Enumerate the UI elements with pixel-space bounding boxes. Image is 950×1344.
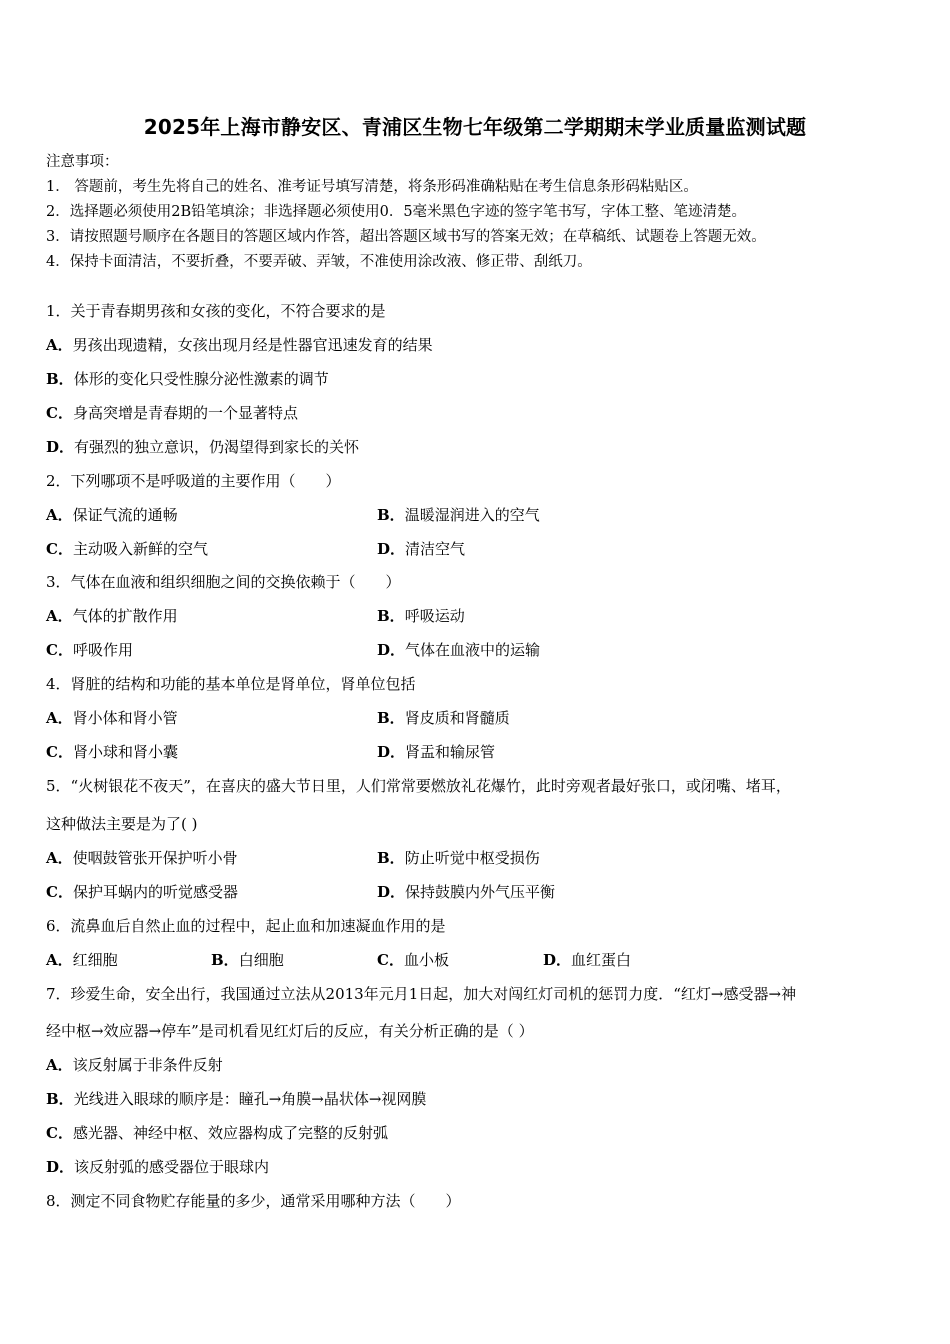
option-label: A． — [46, 336, 73, 354]
option-label: C． — [46, 404, 73, 422]
question-3-option-b — [377, 606, 465, 626]
question-5-option-d — [377, 882, 555, 902]
option-text: 白细胞 — [238, 951, 284, 969]
option-text: 血小板 — [403, 951, 449, 969]
option-label: C． — [46, 883, 73, 901]
question-4-option-b — [377, 708, 510, 728]
option-text: 使咽鼓管张开保护听小骨 — [72, 849, 238, 867]
option-label: B． — [377, 709, 405, 727]
option-label: C． — [377, 951, 404, 969]
question-7-option-d — [46, 1157, 269, 1177]
option-text: 主动吸入新鲜的空气 — [72, 540, 208, 558]
question-1-option-b — [46, 369, 329, 389]
option-label: A． — [46, 607, 73, 625]
question-1-option-d — [46, 437, 359, 457]
question-3-stem: 3．气体在血液和组织细胞之间的交换依赖于（ ） — [46, 573, 401, 591]
question-2-stem: 2．下列哪项不是呼吸道的主要作用（ ） — [46, 472, 341, 490]
page-title: 2025年上海市静安区、青浦区生物七年级第二学期期末学业质量监测试题 — [143, 115, 807, 139]
question-1-stem: 1．关于青春期男孩和女孩的变化，不符合要求的是 — [46, 302, 386, 320]
question-3-option-d — [377, 640, 540, 660]
option-text: 该反射属于非条件反射 — [72, 1056, 223, 1074]
notice-item-2: 2．选择题必须使用2B铅笔填涂；非选择题必须使用0．5毫米黑色字迹的签字笔书写，字体工整、笔迹清楚。 — [46, 204, 747, 220]
option-label: D． — [543, 951, 572, 969]
option-text: 有强烈的独立意识，仍渴望得到家长的关怀 — [74, 438, 360, 456]
option-label: C． — [46, 1124, 73, 1142]
option-text: 防止听觉中枢受损伤 — [404, 849, 540, 867]
option-text: 男孩出现遗精，女孩出现月经是性器官迅速发育的结果 — [72, 336, 433, 354]
option-label: D． — [46, 438, 75, 456]
option-label: D． — [377, 743, 406, 761]
option-label: D． — [377, 641, 406, 659]
question-4-option-d — [377, 742, 495, 762]
option-text: 清洁空气 — [405, 540, 466, 558]
question-6-option-a — [46, 950, 118, 970]
question-4-option-a — [46, 708, 178, 728]
option-text: 保证气流的通畅 — [72, 506, 178, 524]
option-label: A． — [46, 1056, 73, 1074]
question-7-option-c — [46, 1123, 388, 1143]
notice-item-1: 1． 答题前，考生先将自己的姓名、准考证号填写清楚，将条形码准确粘贴在考生信息条形码粘贴区。 — [46, 179, 698, 195]
question-6-option-c — [377, 950, 449, 970]
question-6-option-b — [211, 950, 284, 970]
question-6-option-d — [543, 950, 631, 970]
question-2-option-b — [377, 505, 540, 525]
question-5-option-a — [46, 848, 238, 868]
option-text: 肾小球和肾小囊 — [72, 743, 178, 761]
question-7-stem-line-2: 经中枢→效应器→停车”是司机看见红灯后的反应，有关分析正确的是（ ） — [46, 1022, 534, 1040]
option-label: C． — [46, 641, 73, 659]
option-text: 光线进入眼球的顺序是：瞳孔→角膜→晶状体→视网膜 — [73, 1090, 427, 1108]
option-text: 肾盂和输尿管 — [405, 743, 496, 761]
question-3-option-a — [46, 606, 178, 626]
question-5-option-b — [377, 848, 540, 868]
option-label: B． — [377, 506, 405, 524]
option-text: 呼吸作用 — [72, 641, 133, 659]
question-3-option-c — [46, 640, 133, 660]
question-2-option-a — [46, 505, 178, 525]
option-text: 感光器、神经中枢、效应器构成了完整的反射弧 — [72, 1124, 388, 1142]
question-7-option-a — [46, 1055, 223, 1075]
option-text: 肾皮质和肾髓质 — [404, 709, 510, 727]
option-text: 气体的扩散作用 — [72, 607, 178, 625]
option-label: D． — [377, 540, 406, 558]
question-4-option-c — [46, 742, 178, 762]
question-2-option-d — [377, 539, 465, 559]
option-text: 体形的变化只受性腺分泌性激素的调节 — [73, 370, 329, 388]
option-text: 呼吸运动 — [404, 607, 465, 625]
question-6-stem: 6．流鼻血后自然止血的过程中，起止血和加速凝血作用的是 — [46, 917, 446, 935]
question-8-stem: 8．测定不同食物贮存能量的多少，通常采用哪种方法（ ） — [46, 1192, 461, 1210]
notice-heading: 注意事项： — [46, 154, 119, 170]
question-5-stem-line-2: 这种做法主要是为了( ) — [46, 815, 198, 833]
option-text: 血红蛋白 — [571, 951, 632, 969]
option-text: 身高突增是青春期的一个显著特点 — [72, 404, 298, 422]
question-7-stem-line-1: 7．珍爱生命，安全出行，我国通过立法从2013年元月1日起，加大对闯红灯司机的惩罚力度．“红灯→感受器→神 — [46, 985, 797, 1003]
option-text: 该反射弧的感受器位于眼球内 — [74, 1158, 270, 1176]
question-2-option-c — [46, 539, 208, 559]
option-label: B． — [377, 607, 405, 625]
option-label: B． — [377, 849, 405, 867]
question-4-stem: 4．肾脏的结构和功能的基本单位是肾单位，肾单位包括 — [46, 675, 416, 693]
option-text: 温暖湿润进入的空气 — [404, 506, 540, 524]
option-label: D． — [377, 883, 406, 901]
notice-item-3: 3．请按照题号顺序在各题目的答题区域内作答，超出答题区域书写的答案无效；在草稿纸、试题卷上答题无效。 — [46, 229, 766, 245]
option-label: D． — [46, 1158, 75, 1176]
notice-item-4: 4．保持卡面清洁，不要折叠，不要弄破、弄皱，不准使用涂改液、修正带、刮纸刀。 — [46, 254, 592, 270]
option-label: A． — [46, 506, 73, 524]
question-5-option-c — [46, 882, 238, 902]
option-label: A． — [46, 849, 73, 867]
option-label: A． — [46, 709, 73, 727]
option-text: 保持鼓膜内外气压平衡 — [405, 883, 556, 901]
option-label: B． — [211, 951, 239, 969]
option-text: 气体在血液中的运输 — [405, 641, 541, 659]
question-1-option-a — [46, 335, 433, 355]
option-label: B． — [46, 370, 74, 388]
option-label: A． — [46, 951, 73, 969]
question-7-option-b — [46, 1089, 426, 1109]
option-label: B． — [46, 1090, 74, 1108]
question-1-option-c — [46, 403, 298, 423]
option-label: C． — [46, 743, 73, 761]
option-text: 肾小体和肾小管 — [72, 709, 178, 727]
option-text: 保护耳蜗内的听觉感受器 — [72, 883, 238, 901]
question-5-stem-line-1: 5．“火树银花不夜天”，在喜庆的盛大节日里，人们常常要燃放礼花爆竹，此时旁观者最好张口，或闭嘴、堵耳， — [46, 777, 791, 795]
option-label: C． — [46, 540, 73, 558]
option-text: 红细胞 — [72, 951, 118, 969]
